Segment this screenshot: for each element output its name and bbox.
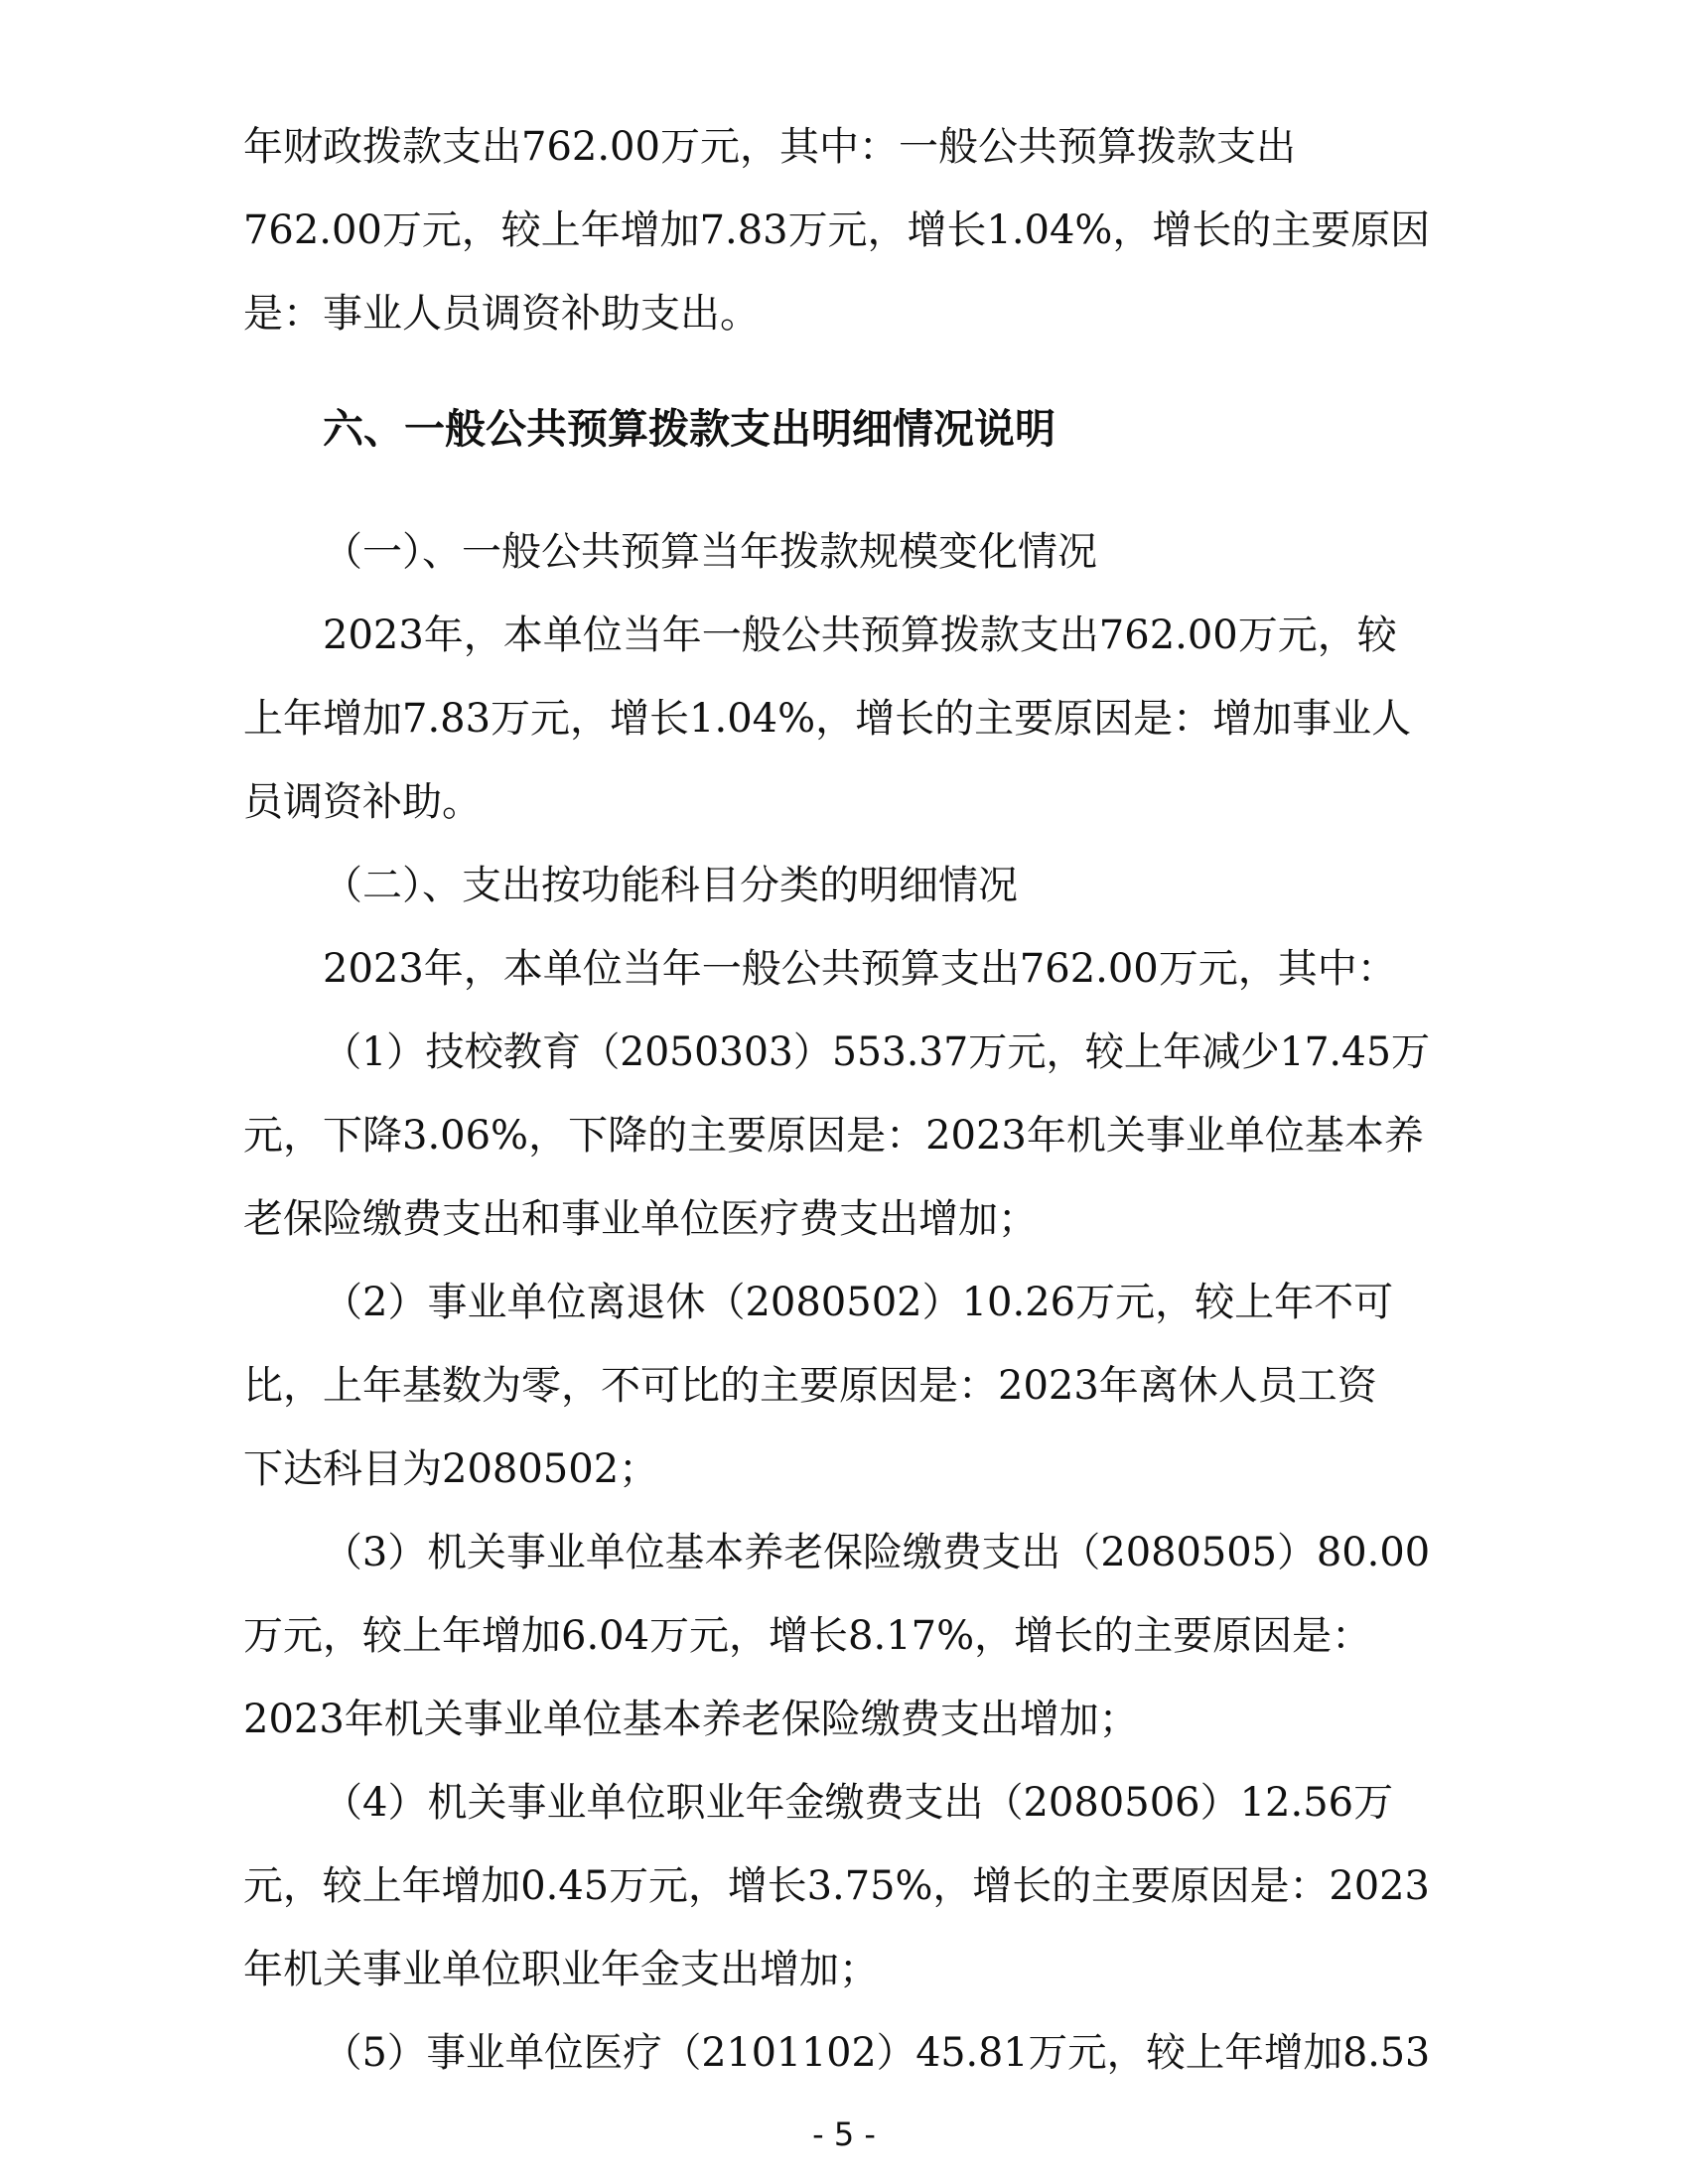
list-item-line: （5）事业单位医疗（2101102）45.81万元，较上年增加8.53 — [323, 2030, 1431, 2076]
list-item-line: 元，下降3.06%，下降的主要原因是：2023年机关事业单位基本养 — [243, 1113, 1424, 1159]
page-number: - 5 - — [812, 2116, 876, 2153]
list-item-line: （2）事业单位离退休（2080502）10.26万元，较上年不可 — [323, 1280, 1394, 1325]
text-line: 762.00万元，较上年增加7.83万元，增长1.04%，增长的主要原因 — [243, 207, 1431, 253]
subsection-heading: （一）、一般公共预算当年拨款规模变化情况 — [323, 529, 1097, 575]
list-item-line: 老保险缴费支出和事业单位医疗费支出增加； — [243, 1196, 1038, 1242]
section-heading: 六、一般公共预算拨款支出明细情况说明 — [323, 405, 1055, 453]
list-item-line: 万元，较上年增加6.04万元，增长8.17%，增长的主要原因是： — [243, 1613, 1372, 1659]
list-item-line: （1）技校教育（2050303）553.37万元，较上年减少17.45万 — [323, 1029, 1431, 1075]
list-item-line: 比，上年基数为零，不可比的主要原因是：2023年离休人员工资 — [243, 1363, 1377, 1409]
text-line: 年财政拨款支出762.00万元，其中：一般公共预算拨款支出 — [243, 124, 1296, 170]
paragraph-line: 2023年，本单位当年一般公共预算支出762.00万元，其中： — [323, 946, 1397, 992]
list-item-line: 下达科目为2080502； — [243, 1446, 659, 1492]
list-item-line: 元，较上年增加0.45万元，增长3.75%，增长的主要原因是：2023 — [243, 1863, 1430, 1909]
list-item-line: 2023年机关事业单位基本养老保险缴费支出增加； — [243, 1697, 1139, 1742]
text-line: 是：事业人员调资补助支出。 — [243, 291, 760, 337]
paragraph-line: 上年增加7.83万元，增长1.04%，增长的主要原因是：增加事业人 — [243, 696, 1412, 742]
paragraph-line: 2023年，本单位当年一般公共预算拨款支出762.00万元，较 — [323, 613, 1397, 658]
list-item-line: （4）机关事业单位职业年金缴费支出（2080506）12.56万 — [323, 1780, 1394, 1826]
subsection-heading: （二）、支出按功能科目分类的明细情况 — [323, 863, 1018, 908]
paragraph-line: 员调资补助。 — [243, 779, 482, 825]
list-item-line: 年机关事业单位职业年金支出增加； — [243, 1947, 879, 1992]
list-item-line: （3）机关事业单位基本养老保险缴费支出（2080505）80.00 — [323, 1530, 1431, 1575]
